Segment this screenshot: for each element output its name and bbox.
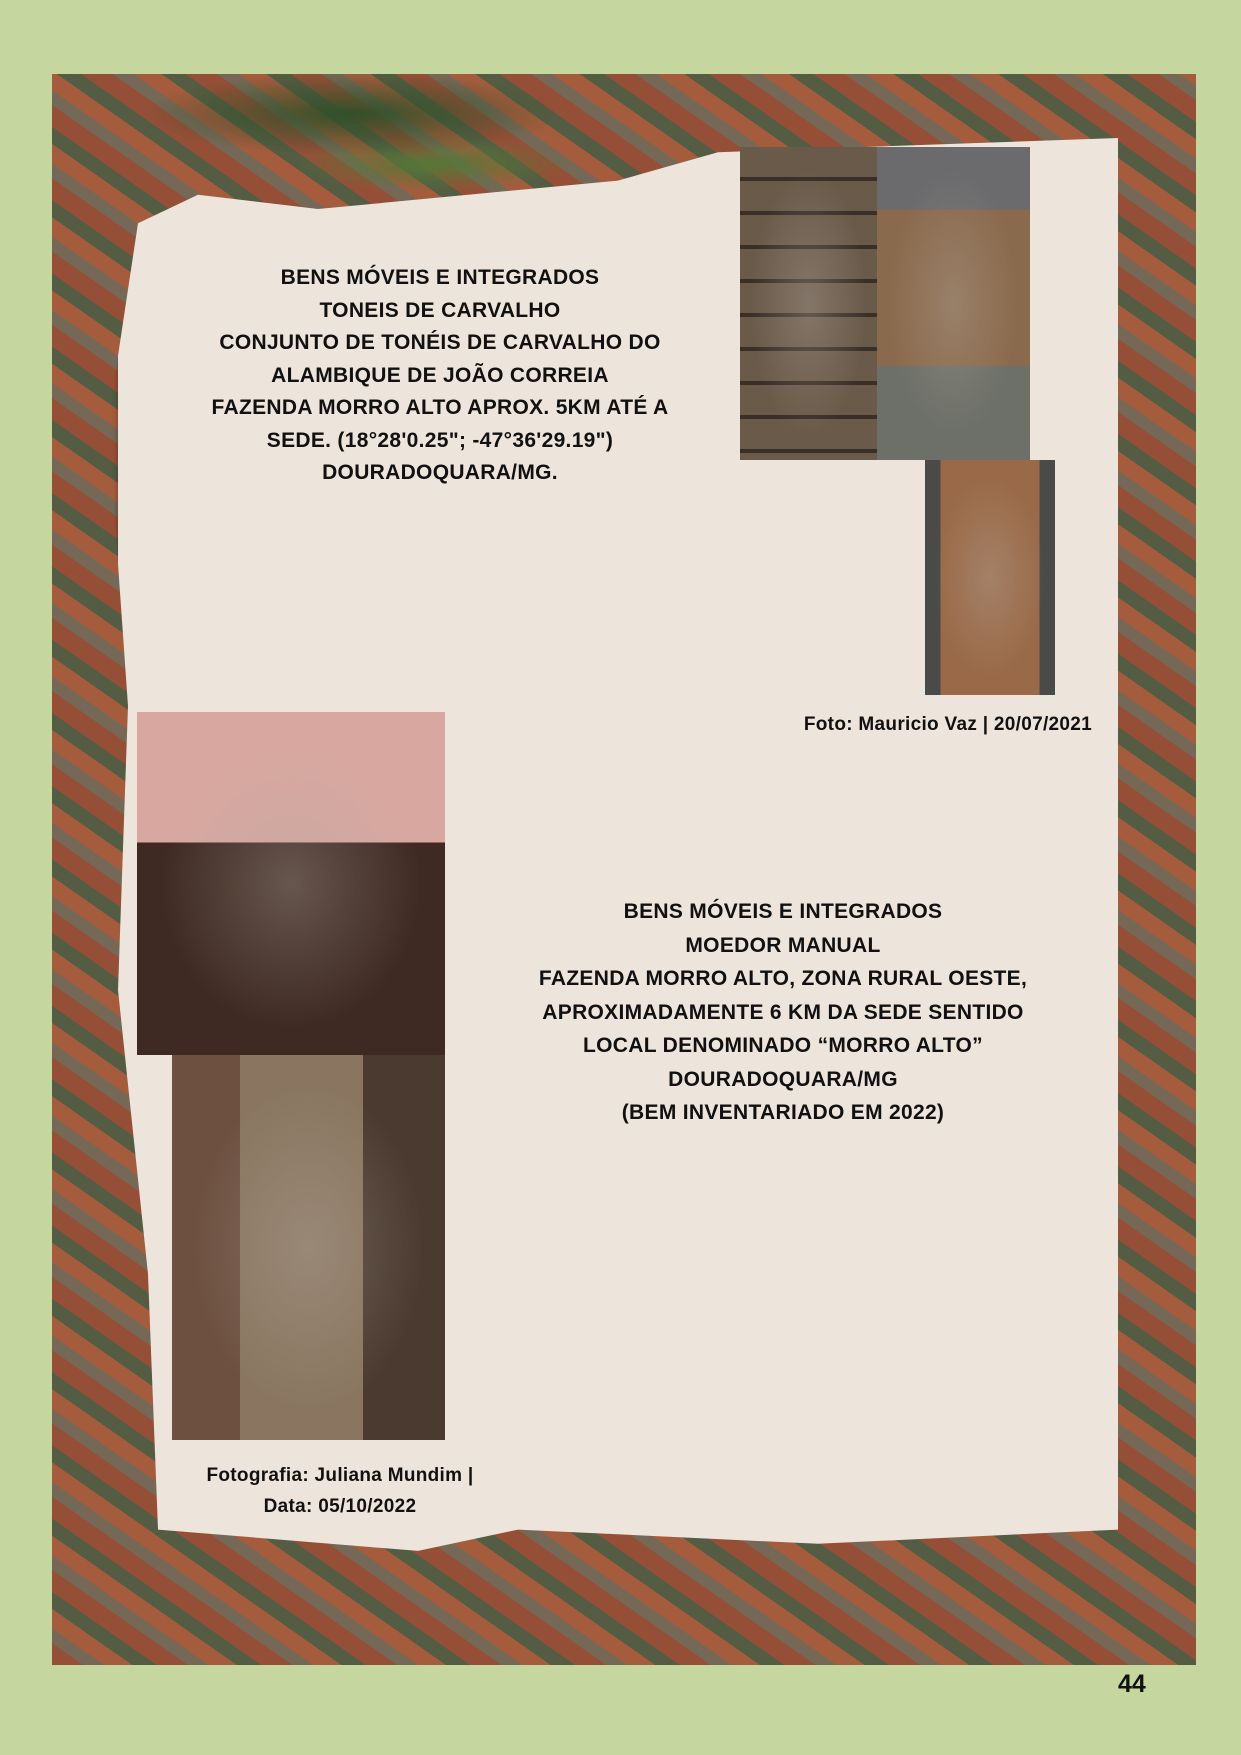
heading-line: BENS MÓVEIS E INTEGRADOS [280, 266, 600, 289]
text-line: APROXIMADAMENTE 6 KM DA SEDE SENTIDO [542, 1000, 1024, 1024]
title-line: MOEDOR MANUAL [685, 933, 881, 957]
text-line: SEDE. (18°28'0.25"; -47°36'29.19") [266, 428, 614, 452]
title-line: TONEIS DE CARVALHO [319, 298, 561, 322]
section2-photo-credit [160, 1460, 520, 1522]
text-line: ALAMBIQUE DE JOÃO CORREIA [271, 363, 609, 387]
text-line: DOURADOQUARA/MG [668, 1067, 898, 1091]
text-line: LOCAL DENOMINADO “MORRO ALTO” [583, 1034, 983, 1057]
section2-description [473, 895, 1093, 1130]
section1-photo-credit: Foto: Mauricio Vaz | 20/07/2021 [803, 714, 1092, 735]
photo-oak-barrel-room [877, 147, 1030, 460]
text-line: (BEM INVENTARIADO EM 2022) [621, 1101, 945, 1124]
credit-line: Fotografia: Juliana Mundim | [206, 1465, 474, 1486]
credit-date: Data: 05/10/2022 [263, 1496, 417, 1517]
heading-line: BENS MÓVEIS E INTEGRADOS [623, 900, 943, 923]
photo-manual-grinder-parts [137, 712, 445, 1055]
section1-description [160, 262, 720, 490]
text-line: FAZENDA MORRO ALTO, ZONA RURAL OESTE, [538, 967, 1028, 990]
photo-oak-barrel-closeup [740, 147, 877, 460]
page-number: 44 [1118, 1670, 1146, 1698]
photo-oak-barrel-standing [925, 460, 1055, 695]
text-line: FAZENDA MORRO ALTO APROX. 5KM ATÉ A [211, 396, 669, 419]
text-line: CONJUNTO DE TONÉIS DE CARVALHO DO [219, 331, 661, 354]
text-line: DOURADOQUARA/MG. [322, 461, 558, 484]
photo-manual-grinder-closeup [172, 1055, 445, 1440]
